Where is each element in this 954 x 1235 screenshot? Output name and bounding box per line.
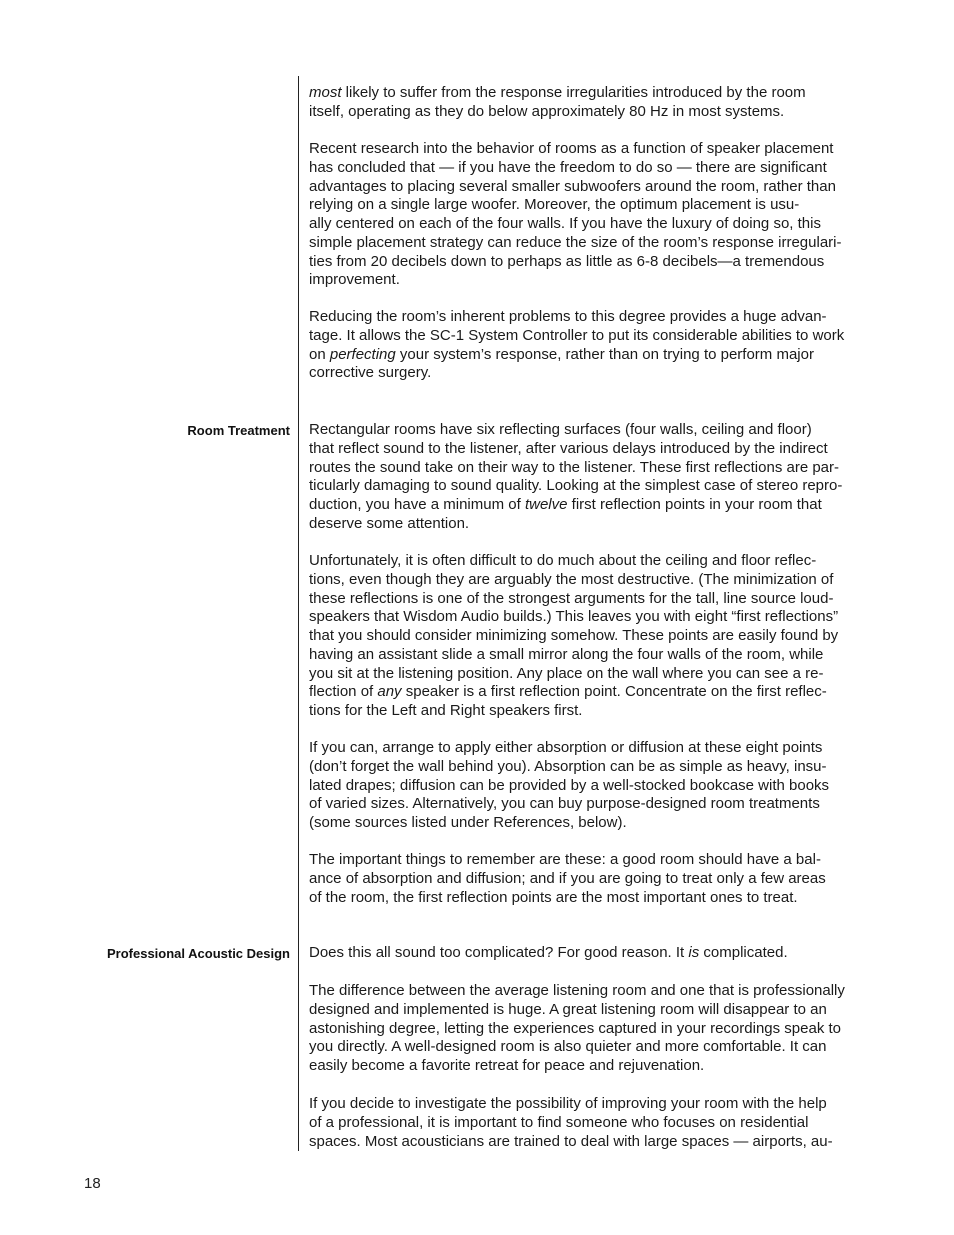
text-line: flection of any speaker is a first reflection point. Concentrate on the first reflec- <box>309 683 827 701</box>
text-line: relying on a single large woofer. Moreover, the optimum placement is usu- <box>309 196 800 214</box>
page-number: 18 <box>84 1175 101 1192</box>
text-line: corrective surgery. <box>309 364 432 382</box>
text-line: The important things to remember are these: a good room should have a bal- <box>309 851 821 868</box>
text-line: routes the sound take on their way to the listener. These first reflections are par- <box>309 458 840 476</box>
text-line: Reducing the room’s inherent problems to this degree provides a huge advan- <box>309 308 827 325</box>
column-divider-rule <box>298 76 299 1151</box>
heading-room-treatment: Room Treatment <box>187 423 290 438</box>
text-line: lated drapes; diffusion can be provided by a well-stocked bookcase with books <box>309 776 830 794</box>
text-line: If you can, arrange to apply either absorption or diffusion at these eight points <box>309 739 823 756</box>
text-line: Does this all sound too complicated? For good reason. It is complicated. <box>309 944 788 961</box>
heading-professional-acoustic-design: Professional Acoustic Design <box>106 946 290 961</box>
text-line: these reflections is one of the strongest arguments for the tall, line source loud- <box>309 589 834 607</box>
text-line: spaces. Most acousticians are trained to deal with large spaces — airports, au- <box>309 1132 833 1150</box>
text-line: astonishing degree, letting the experiences captured in your recordings speak to <box>309 1019 841 1037</box>
text-line: speakers that Wisdom Audio builds.) This leaves you with eight “first reflections” <box>309 608 839 626</box>
text-line: tage. It allows the SC-1 System Controller to put its considerable abilities to work <box>309 326 845 344</box>
text-line: ance of absorption and diffusion; and if you are going to treat only a few areas <box>309 869 826 887</box>
paragraph <box>309 739 849 833</box>
text-line: simple placement strategy can reduce the size of the room’s response irregulari- <box>309 233 842 251</box>
text-line: you directly. A well-designed room is also quieter and more comfortable. It can <box>309 1038 827 1056</box>
text-line: on perfecting your system’s response, rather than on trying to perform major <box>309 345 814 363</box>
text-line: ally centered on each of the four walls. If you have the luxury of doing so, this <box>309 215 821 232</box>
text-line: you sit at the listening position. Any place on the wall where you can see a re- <box>309 664 824 682</box>
text-line: advantages to placing several smaller subwoofers around the room, rather than <box>309 177 836 195</box>
text-line: designed and implemented is huge. A great listening room will disappear to an <box>309 1000 827 1018</box>
paragraph <box>309 1095 849 1151</box>
text-line: most likely to suffer from the response irregularities introduced by the room <box>309 84 806 101</box>
text-line: ties from 20 decibels down to perhaps as little as 6-8 decibels—a tremendous <box>309 252 825 270</box>
paragraph <box>309 308 849 383</box>
text-line: ticularly damaging to sound quality. Looking at the simplest case of stereo repro- <box>309 477 843 495</box>
text-line: that you should consider minimizing somehow. These points are easily found by <box>309 627 839 644</box>
text-line: If you decide to investigate the possibility of improving your room with the help <box>309 1095 827 1112</box>
text-line: itself, operating as they do below approximately 80 Hz in most systems. <box>309 102 785 120</box>
paragraph <box>309 421 849 534</box>
text-line: Rectangular rooms have six reflecting surfaces (four walls, ceiling and floor) <box>309 421 812 438</box>
text-line: that reflect sound to the listener, after various delays introduced by the indirect <box>309 439 828 457</box>
text-line: of a professional, it is important to find someone who focuses on residential <box>309 1113 809 1131</box>
paragraph <box>309 982 849 1076</box>
paragraph <box>309 84 849 122</box>
text-line: (don’t forget the wall behind you). Absorption can be as simple as heavy, insu- <box>309 757 827 775</box>
text-line: tions for the Left and Right speakers first. <box>309 702 583 719</box>
paragraph <box>309 851 849 907</box>
text-line: easily become a favorite retreat for peace and rejuvenation. <box>309 1057 705 1074</box>
text-line: having an assistant slide a small mirror along the four walls of the room, while <box>309 645 824 663</box>
text-line: of the room, the first reflection points are the most important ones to treat. <box>309 888 798 906</box>
text-line: deserve some attention. <box>309 514 470 532</box>
text-line: Recent research into the behavior of rooms as a function of speaker placement <box>309 140 834 157</box>
text-line: duction, you have a minimum of twelve first reflection points in your room that <box>309 496 822 513</box>
text-line: tions, even though they are arguably the most destructive. (The minimization of <box>309 570 834 588</box>
text-line: (some sources listed under References, below). <box>309 814 627 831</box>
text-line: of varied sizes. Alternatively, you can buy purpose-designed room treatments <box>309 795 820 813</box>
text-line: improvement. <box>309 271 400 289</box>
text-line: has concluded that — if you have the freedom to do so — there are significant <box>309 158 827 176</box>
text-line: Unfortunately, it is often difficult to do much about the ceiling and floor reflec- <box>309 552 817 569</box>
paragraph <box>309 944 849 963</box>
text-line: The difference between the average listening room and one that is professionally <box>309 982 845 999</box>
paragraph <box>309 140 849 290</box>
paragraph <box>309 552 849 721</box>
